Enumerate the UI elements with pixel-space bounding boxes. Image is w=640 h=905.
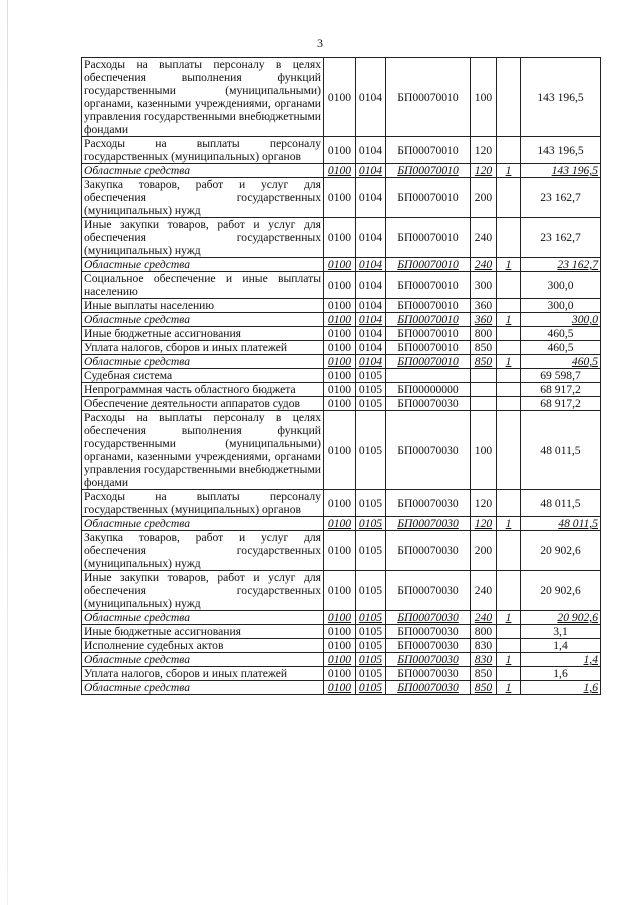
target-article-code: БП00070010 bbox=[386, 272, 471, 299]
table-row bbox=[82, 397, 601, 411]
expense-type-code: 120 bbox=[471, 517, 497, 531]
row-name: Областные средства bbox=[82, 313, 324, 327]
subsection-code: 0104 bbox=[356, 218, 386, 258]
section-code: 0100 bbox=[324, 313, 356, 327]
source-code bbox=[497, 571, 521, 611]
expense-type-code: 850 bbox=[471, 681, 497, 695]
row-name: Областные средства bbox=[82, 681, 324, 695]
target-article-code: БП00070030 bbox=[386, 653, 471, 667]
subsection-code: 0104 bbox=[356, 341, 386, 355]
subsection-code: 0105 bbox=[356, 681, 386, 695]
amount: 1,6 bbox=[521, 667, 601, 681]
expense-type-code: 120 bbox=[471, 490, 497, 517]
subsection-code: 0105 bbox=[356, 369, 386, 383]
subsection-code: 0105 bbox=[356, 490, 386, 517]
expense-type-code: 850 bbox=[471, 355, 497, 369]
expense-type-code: 240 bbox=[471, 571, 497, 611]
budget-table bbox=[81, 57, 601, 695]
subsection-code: 0104 bbox=[356, 355, 386, 369]
table-row bbox=[82, 411, 601, 490]
amount: 460,5 bbox=[521, 341, 601, 355]
expense-type-code: 850 bbox=[471, 341, 497, 355]
table-row bbox=[82, 625, 601, 639]
source-code: 1 bbox=[497, 258, 521, 272]
target-article-code: БП00070010 bbox=[386, 178, 471, 218]
amount: 23 162,7 bbox=[521, 178, 601, 218]
target-article-code: БП00070030 bbox=[386, 571, 471, 611]
section-code: 0100 bbox=[324, 397, 356, 411]
target-article-code: БП00070030 bbox=[386, 411, 471, 490]
row-name: Судебная система bbox=[82, 369, 324, 383]
source-code: 1 bbox=[497, 611, 521, 625]
target-article-code: БП00070010 bbox=[386, 327, 471, 341]
target-article-code: БП00070010 bbox=[386, 164, 471, 178]
amount: 460,5 bbox=[521, 355, 601, 369]
source-code: 1 bbox=[497, 681, 521, 695]
amount: 300,0 bbox=[521, 272, 601, 299]
table-row-oblast bbox=[82, 355, 601, 369]
row-name: Расходы на выплаты персоналу в целях обеспечения выполнения функций государственными (муниципальными) органами, казенными учреждениями, органами управления государственными внебюджетными фондами bbox=[82, 58, 324, 137]
target-article-code: БП00070010 bbox=[386, 299, 471, 313]
target-article-code: БП00070030 bbox=[386, 625, 471, 639]
amount: 300,0 bbox=[521, 299, 601, 313]
subsection-code: 0105 bbox=[356, 383, 386, 397]
expense-type-code: 100 bbox=[471, 411, 497, 490]
amount: 23 162,7 bbox=[521, 258, 601, 272]
source-code bbox=[497, 218, 521, 258]
row-name: Областные средства bbox=[82, 258, 324, 272]
target-article-code: БП00070010 bbox=[386, 313, 471, 327]
source-code: 1 bbox=[497, 164, 521, 178]
amount: 48 011,5 bbox=[521, 517, 601, 531]
expense-type-code: 240 bbox=[471, 611, 497, 625]
target-article-code: БП00070030 bbox=[386, 681, 471, 695]
section-code: 0100 bbox=[324, 299, 356, 313]
source-code bbox=[497, 299, 521, 313]
amount: 143 196,5 bbox=[521, 58, 601, 137]
section-code: 0100 bbox=[324, 611, 356, 625]
amount: 1,4 bbox=[521, 653, 601, 667]
target-article-code bbox=[386, 369, 471, 383]
subsection-code: 0104 bbox=[356, 178, 386, 218]
section-code: 0100 bbox=[324, 341, 356, 355]
subsection-code: 0104 bbox=[356, 299, 386, 313]
expense-type-code: 800 bbox=[471, 327, 497, 341]
target-article-code: БП00070030 bbox=[386, 517, 471, 531]
expense-type-code: 830 bbox=[471, 639, 497, 653]
section-code: 0100 bbox=[324, 681, 356, 695]
table-row bbox=[82, 639, 601, 653]
subsection-code: 0105 bbox=[356, 397, 386, 411]
expense-type-code: 240 bbox=[471, 258, 497, 272]
source-code: 1 bbox=[497, 517, 521, 531]
table-row bbox=[82, 272, 601, 299]
amount: 69 598,7 bbox=[521, 369, 601, 383]
amount: 20 902,6 bbox=[521, 611, 601, 625]
amount: 48 011,5 bbox=[521, 490, 601, 517]
section-code: 0100 bbox=[324, 327, 356, 341]
table-row bbox=[82, 137, 601, 164]
target-article-code: БП00070030 bbox=[386, 397, 471, 411]
row-name: Обеспечение деятельности аппаратов судов bbox=[82, 397, 324, 411]
expense-type-code bbox=[471, 383, 497, 397]
table-row bbox=[82, 490, 601, 517]
amount: 143 196,5 bbox=[521, 137, 601, 164]
subsection-code: 0105 bbox=[356, 611, 386, 625]
row-name: Расходы на выплаты персоналу государственных (муниципальных) органов bbox=[82, 137, 324, 164]
subsection-code: 0104 bbox=[356, 327, 386, 341]
table-row-oblast bbox=[82, 681, 601, 695]
amount: 68 917,2 bbox=[521, 397, 601, 411]
row-name: Уплата налогов, сборов и иных платежей bbox=[82, 667, 324, 681]
row-name: Непрограммная часть областного бюджета bbox=[82, 383, 324, 397]
section-code: 0100 bbox=[324, 639, 356, 653]
table-row bbox=[82, 667, 601, 681]
target-article-code: БП00070010 bbox=[386, 341, 471, 355]
table-row bbox=[82, 369, 601, 383]
section-code: 0100 bbox=[324, 258, 356, 272]
source-code bbox=[497, 341, 521, 355]
row-name: Областные средства bbox=[82, 517, 324, 531]
row-name: Иные бюджетные ассигнования bbox=[82, 327, 324, 341]
subsection-code: 0105 bbox=[356, 639, 386, 653]
target-article-code: БП00070030 bbox=[386, 611, 471, 625]
section-code: 0100 bbox=[324, 272, 356, 299]
target-article-code: БП00000000 bbox=[386, 383, 471, 397]
section-code: 0100 bbox=[324, 517, 356, 531]
subsection-code: 0104 bbox=[356, 258, 386, 272]
section-code: 0100 bbox=[324, 178, 356, 218]
source-code bbox=[497, 137, 521, 164]
subsection-code: 0105 bbox=[356, 667, 386, 681]
amount: 48 011,5 bbox=[521, 411, 601, 490]
table-row bbox=[82, 341, 601, 355]
expense-type-code: 360 bbox=[471, 313, 497, 327]
row-name: Областные средства bbox=[82, 355, 324, 369]
source-code bbox=[497, 58, 521, 137]
section-code: 0100 bbox=[324, 490, 356, 517]
source-code: 1 bbox=[497, 355, 521, 369]
expense-type-code: 240 bbox=[471, 218, 497, 258]
expense-type-code: 300 bbox=[471, 272, 497, 299]
row-name: Расходы на выплаты персоналу в целях обеспечения выполнения функций государственными (муниципальными) органами, казенными учреждениями, органами управления государственными внебюджетными фондами bbox=[82, 411, 324, 490]
table-row-oblast bbox=[82, 653, 601, 667]
section-code: 0100 bbox=[324, 625, 356, 639]
source-code bbox=[497, 639, 521, 653]
amount: 1,6 bbox=[521, 681, 601, 695]
row-name: Областные средства bbox=[82, 164, 324, 178]
section-code: 0100 bbox=[324, 58, 356, 137]
expense-type-code bbox=[471, 369, 497, 383]
section-code: 0100 bbox=[324, 653, 356, 667]
target-article-code: БП00070030 bbox=[386, 531, 471, 571]
table-row bbox=[82, 58, 601, 137]
expense-type-code: 830 bbox=[471, 653, 497, 667]
subsection-code: 0104 bbox=[356, 164, 386, 178]
row-name: Иные закупки товаров, работ и услуг для обеспечения государственных (муниципальных) нужд bbox=[82, 218, 324, 258]
row-name: Социальное обеспечение и иные выплаты населению bbox=[82, 272, 324, 299]
amount: 20 902,6 bbox=[521, 571, 601, 611]
table-row-oblast bbox=[82, 313, 601, 327]
source-code bbox=[497, 625, 521, 639]
expense-type-code: 800 bbox=[471, 625, 497, 639]
source-code bbox=[497, 327, 521, 341]
row-name: Исполнение судебных актов bbox=[82, 639, 324, 653]
table-row-oblast bbox=[82, 258, 601, 272]
source-code bbox=[497, 397, 521, 411]
table-row bbox=[82, 218, 601, 258]
source-code: 1 bbox=[497, 653, 521, 667]
amount: 460,5 bbox=[521, 327, 601, 341]
source-code bbox=[497, 667, 521, 681]
row-name: Областные средства bbox=[82, 653, 324, 667]
row-name: Закупка товаров, работ и услуг для обеспечения государственных (муниципальных) нужд bbox=[82, 531, 324, 571]
subsection-code: 0104 bbox=[356, 58, 386, 137]
amount: 68 917,2 bbox=[521, 383, 601, 397]
row-name: Иные выплаты населению bbox=[82, 299, 324, 313]
section-code: 0100 bbox=[324, 667, 356, 681]
amount: 3,1 bbox=[521, 625, 601, 639]
section-code: 0100 bbox=[324, 137, 356, 164]
target-article-code: БП00070010 bbox=[386, 258, 471, 272]
target-article-code: БП00070030 bbox=[386, 490, 471, 517]
source-code bbox=[497, 178, 521, 218]
target-article-code: БП00070030 bbox=[386, 639, 471, 653]
source-code: 1 bbox=[497, 313, 521, 327]
subsection-code: 0105 bbox=[356, 625, 386, 639]
expense-type-code: 100 bbox=[471, 58, 497, 137]
table-row-oblast bbox=[82, 164, 601, 178]
table-row bbox=[82, 531, 601, 571]
section-code: 0100 bbox=[324, 383, 356, 397]
row-name: Областные средства bbox=[82, 611, 324, 625]
amount: 300,0 bbox=[521, 313, 601, 327]
section-code: 0100 bbox=[324, 571, 356, 611]
row-name: Закупка товаров, работ и услуг для обеспечения государственных (муниципальных) нужд bbox=[82, 178, 324, 218]
section-code: 0100 bbox=[324, 369, 356, 383]
subsection-code: 0104 bbox=[356, 272, 386, 299]
expense-type-code: 850 bbox=[471, 667, 497, 681]
target-article-code: БП00070030 bbox=[386, 667, 471, 681]
subsection-code: 0105 bbox=[356, 571, 386, 611]
expense-type-code: 120 bbox=[471, 164, 497, 178]
page-number: 3 bbox=[317, 36, 323, 50]
amount: 1,4 bbox=[521, 639, 601, 653]
target-article-code: БП00070010 bbox=[386, 137, 471, 164]
amount: 143 196,5 bbox=[521, 164, 601, 178]
expense-type-code: 360 bbox=[471, 299, 497, 313]
subsection-code: 0104 bbox=[356, 137, 386, 164]
subsection-code: 0104 bbox=[356, 313, 386, 327]
row-name: Уплата налогов, сборов и иных платежей bbox=[82, 341, 324, 355]
scan-margin-line bbox=[7, 0, 8, 905]
amount: 20 902,6 bbox=[521, 531, 601, 571]
table-row-oblast bbox=[82, 611, 601, 625]
expense-type-code: 200 bbox=[471, 178, 497, 218]
subsection-code: 0105 bbox=[356, 531, 386, 571]
source-code bbox=[497, 383, 521, 397]
target-article-code: БП00070010 bbox=[386, 355, 471, 369]
row-name: Расходы на выплаты персоналу государственных (муниципальных) органов bbox=[82, 490, 324, 517]
table-row bbox=[82, 299, 601, 313]
subsection-code: 0105 bbox=[356, 411, 386, 490]
section-code: 0100 bbox=[324, 164, 356, 178]
target-article-code: БП00070010 bbox=[386, 58, 471, 137]
table-row bbox=[82, 571, 601, 611]
section-code: 0100 bbox=[324, 531, 356, 571]
expense-type-code: 120 bbox=[471, 137, 497, 164]
budget-table-body bbox=[82, 58, 601, 695]
section-code: 0100 bbox=[324, 355, 356, 369]
table-row bbox=[82, 327, 601, 341]
source-code bbox=[497, 490, 521, 517]
table-row bbox=[82, 383, 601, 397]
row-name: Иные закупки товаров, работ и услуг для обеспечения государственных (муниципальных) нужд bbox=[82, 571, 324, 611]
source-code bbox=[497, 411, 521, 490]
expense-type-code bbox=[471, 397, 497, 411]
expense-type-code: 200 bbox=[471, 531, 497, 571]
source-code bbox=[497, 531, 521, 571]
table-row-oblast bbox=[82, 517, 601, 531]
subsection-code: 0105 bbox=[356, 653, 386, 667]
amount: 23 162,7 bbox=[521, 218, 601, 258]
source-code bbox=[497, 272, 521, 299]
section-code: 0100 bbox=[324, 411, 356, 490]
row-name: Иные бюджетные ассигнования bbox=[82, 625, 324, 639]
section-code: 0100 bbox=[324, 218, 356, 258]
source-code bbox=[497, 369, 521, 383]
table-row bbox=[82, 178, 601, 218]
target-article-code: БП00070010 bbox=[386, 218, 471, 258]
subsection-code: 0105 bbox=[356, 517, 386, 531]
